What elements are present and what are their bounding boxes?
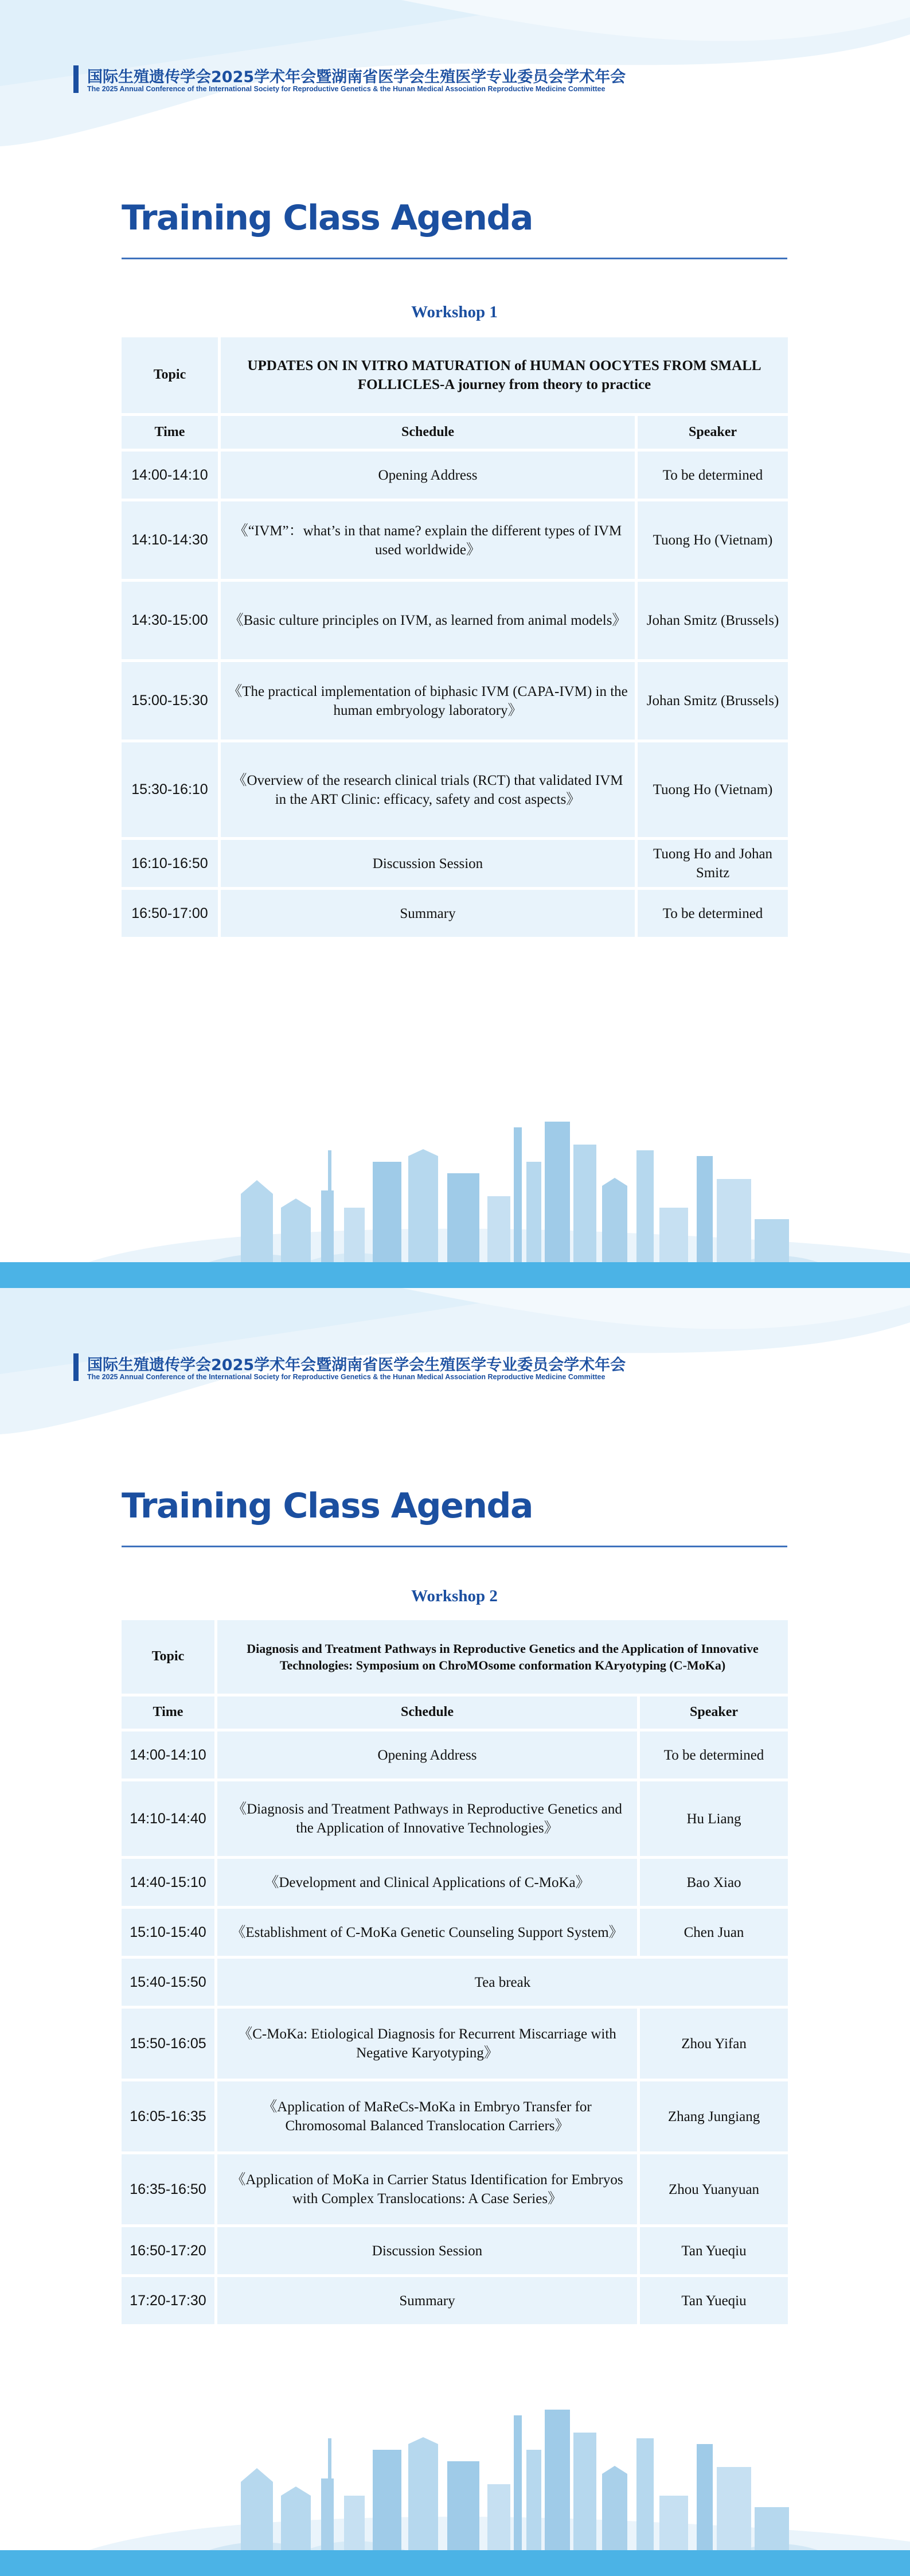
session-speaker: Tan Yueqiu <box>640 2277 788 2324</box>
session-row <box>122 1859 788 1906</box>
session-row <box>122 2081 788 2151</box>
session-speaker: Johan Smitz (Brussels) <box>638 582 788 659</box>
page-workshop-2 <box>0 1288 910 2576</box>
session-row <box>122 662 788 740</box>
session-speaker: Hu Liang <box>640 1781 788 1856</box>
agenda-table <box>119 334 791 940</box>
topic-row <box>122 1620 788 1694</box>
session-time: 14:10-14:40 <box>122 1781 214 1856</box>
session-row <box>122 501 788 579</box>
session-speaker: To be determined <box>638 452 788 499</box>
session-schedule: Opening Address <box>217 1731 637 1779</box>
header-accent-bar <box>73 1353 79 1381</box>
session-row <box>122 890 788 937</box>
session-time: 16:05-16:35 <box>122 2081 214 2151</box>
session-speaker: Bao Xiao <box>640 1859 788 1906</box>
session-schedule: Summary <box>217 2277 637 2324</box>
conference-title-en: The 2025 Annual Conference of the International Society for Reproductive Genetics & the Hunan Medical Association Reproductive Medicine Committee <box>87 1373 606 1381</box>
session-time: 16:10-16:50 <box>122 840 218 887</box>
header-accent-bar <box>73 65 79 93</box>
session-row <box>122 2154 788 2224</box>
schedule-header: Schedule <box>217 1696 637 1729</box>
workshop-title: Workshop 1 <box>411 303 498 321</box>
session-speaker: Tuong Ho (Vietnam) <box>638 501 788 579</box>
session-row <box>122 2009 788 2079</box>
session-schedule: 《C-MoKa: Etiological Diagnosis for Recurrent Miscarriage with Negative Karyotyping》 <box>217 2009 637 2079</box>
session-schedule: Tea break <box>217 1959 788 2006</box>
session-row <box>122 840 788 887</box>
session-speaker: Zhou Yuanyuan <box>640 2154 788 2224</box>
session-time: 14:00-14:10 <box>122 452 218 499</box>
agenda-table <box>119 1617 791 2327</box>
session-row <box>122 1909 788 1956</box>
session-schedule: 《Application of MoKa in Carrier Status Identification for Embryos with Complex Translocations: A Case Series》 <box>217 2154 637 2224</box>
session-schedule: 《Establishment of C-MoKa Genetic Counseling Support System》 <box>217 1909 637 1956</box>
time-header: Time <box>122 1696 214 1729</box>
session-schedule: 《Basic culture principles on IVM, as learned from animal models》 <box>221 582 635 659</box>
speaker-header: Speaker <box>640 1696 788 1729</box>
session-speaker: To be determined <box>640 1731 788 1779</box>
session-schedule: Discussion Session <box>217 2227 637 2274</box>
page-title: Training Class Agenda <box>122 1486 533 1526</box>
session-time: 14:40-15:10 <box>122 1859 214 1906</box>
session-time: 17:20-17:30 <box>122 2277 214 2324</box>
title-divider <box>122 1546 787 1547</box>
session-speaker: To be determined <box>638 890 788 937</box>
time-header: Time <box>122 416 218 449</box>
session-time: 14:30-15:00 <box>122 582 218 659</box>
topic-label: Topic <box>122 1620 214 1694</box>
header-row <box>122 416 788 449</box>
session-time: 15:50-16:05 <box>122 2009 214 2079</box>
topic-row <box>122 337 788 413</box>
speaker-header: Speaker <box>638 416 788 449</box>
session-speaker: Johan Smitz (Brussels) <box>638 662 788 740</box>
session-schedule: Summary <box>221 890 635 937</box>
session-speaker: Zhou Yifan <box>640 2009 788 2079</box>
topic-text: Diagnosis and Treatment Pathways in Reproductive Genetics and the Application of Innovative Technologies: Symposium on ChroMOsome conformation KAryotyping (C-MoKa) <box>217 1620 788 1694</box>
session-schedule: Discussion Session <box>221 840 635 887</box>
session-time: 15:30-16:10 <box>122 742 218 837</box>
session-speaker: Chen Juan <box>640 1909 788 1956</box>
session-time: 14:00-14:10 <box>122 1731 214 1779</box>
conference-title-cn: 国际生殖遗传学会2025学术年会暨湖南省医学会生殖医学专业委员会学术年会 <box>87 68 626 86</box>
workshop-title: Workshop 2 <box>411 1587 498 1605</box>
session-time: 16:35-16:50 <box>122 2154 214 2224</box>
bottom-color-band <box>0 2550 910 2576</box>
bottom-color-band <box>0 1262 910 1288</box>
schedule-header: Schedule <box>221 416 635 449</box>
session-row <box>122 742 788 837</box>
session-row <box>122 2227 788 2274</box>
session-schedule: 《Diagnosis and Treatment Pathways in Reproductive Genetics and the Application of Innovative Technologies》 <box>217 1781 637 1856</box>
city-skyline-illustration <box>0 1093 910 1265</box>
session-time: 16:50-17:00 <box>122 890 218 937</box>
session-schedule: 《Overview of the research clinical trials (RCT) that validated IVM in the ART Clinic: efficacy, safety and cost aspects》 <box>221 742 635 837</box>
session-schedule: 《The practical implementation of biphasic IVM (CAPA-IVM) in the human embryology laboratory》 <box>221 662 635 740</box>
session-schedule: 《“IVM”：what’s in that name? explain the different types of IVM used worldwide》 <box>221 501 635 579</box>
session-row <box>122 2277 788 2324</box>
session-row <box>122 1731 788 1779</box>
title-divider <box>122 258 787 259</box>
conference-title-cn: 国际生殖遗传学会2025学术年会暨湖南省医学会生殖医学专业委员会学术年会 <box>87 1356 626 1374</box>
session-speaker: Tuong Ho (Vietnam) <box>638 742 788 837</box>
session-time: 15:40-15:50 <box>122 1959 214 2006</box>
topic-label: Topic <box>122 337 218 413</box>
session-row <box>122 452 788 499</box>
session-time: 16:50-17:20 <box>122 2227 214 2274</box>
session-time: 14:10-14:30 <box>122 501 218 579</box>
header-row <box>122 1696 788 1729</box>
conference-title-en: The 2025 Annual Conference of the International Society for Reproductive Genetics & the Hunan Medical Association Reproductive Medicine Committee <box>87 85 606 93</box>
session-schedule: 《Development and Clinical Applications of C-MoKa》 <box>217 1859 637 1906</box>
session-time: 15:10-15:40 <box>122 1909 214 1956</box>
session-speaker: Zhang Jungiang <box>640 2081 788 2151</box>
session-speaker: Tan Yueqiu <box>640 2227 788 2274</box>
city-skyline-illustration <box>0 2381 910 2553</box>
session-row <box>122 1781 788 1856</box>
session-schedule: 《Application of MaReCs-MoKa in Embryo Transfer for Chromosomal Balanced Translocation Carriers》 <box>217 2081 637 2151</box>
session-time: 15:00-15:30 <box>122 662 218 740</box>
topic-text: UPDATES ON IN VITRO MATURATION of HUMAN OOCYTES FROM SMALL FOLLICLES-A journey from theory to practice <box>221 337 788 413</box>
session-speaker: Tuong Ho and Johan Smitz <box>638 840 788 887</box>
session-row <box>122 582 788 659</box>
page-title: Training Class Agenda <box>122 198 533 238</box>
session-row <box>122 1959 788 2006</box>
session-schedule: Opening Address <box>221 452 635 499</box>
